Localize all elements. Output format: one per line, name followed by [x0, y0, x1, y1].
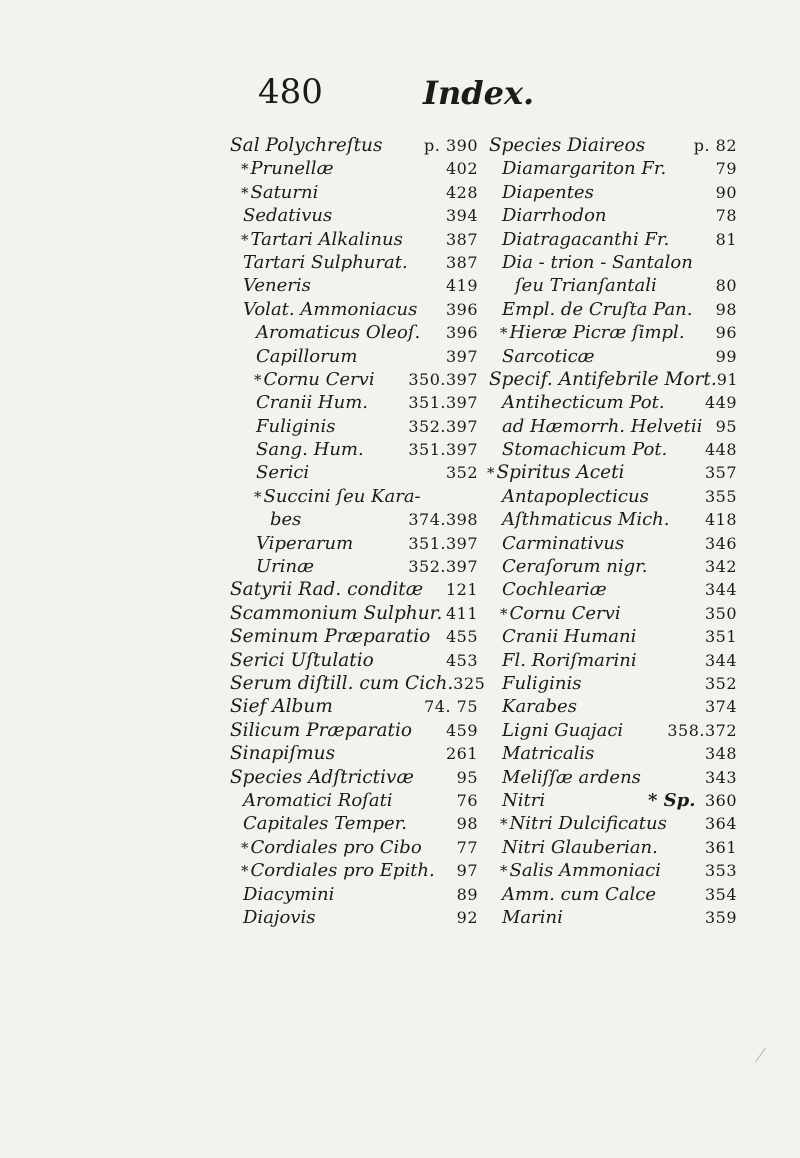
index-entry	[228, 415, 478, 438]
index-entry	[487, 789, 737, 812]
entry-page: 351.397	[408, 440, 478, 460]
entry-label	[500, 578, 607, 602]
entry-text: Serici	[256, 462, 310, 484]
entry-text: Fl. Roriſmarini	[502, 649, 637, 671]
index-entry	[487, 415, 737, 438]
entry-label	[241, 298, 417, 322]
entry-label	[228, 766, 414, 790]
entry-page: 346	[704, 533, 737, 553]
entry-label	[241, 859, 435, 883]
entry-label	[500, 508, 670, 532]
entry-page: 76	[456, 790, 478, 810]
entry-page: 397	[445, 346, 478, 366]
entry-text: Diarrhodon	[502, 205, 607, 227]
index-entry	[487, 812, 737, 835]
index-entry	[487, 461, 737, 484]
entry-text: Cranii Hum.	[256, 392, 369, 414]
index-entry	[228, 906, 478, 929]
entry-label	[500, 859, 661, 883]
entry-page: 95	[715, 416, 737, 436]
entry-page: 459	[445, 720, 478, 740]
entry-text: Fuliginis	[502, 672, 582, 694]
entry-page: 358.372	[667, 720, 737, 740]
index-entry	[487, 391, 737, 414]
entry-text: Diamargariton Fr.	[502, 158, 667, 180]
entry-page: 357	[704, 463, 737, 483]
entry-page: 355	[704, 486, 737, 506]
entry-text: Sief Album	[230, 696, 333, 718]
entry-page: 455	[445, 627, 478, 647]
entry-page: 96	[715, 323, 737, 343]
entry-page: 448	[704, 440, 737, 460]
index-entry	[487, 906, 737, 929]
index-entry	[228, 836, 478, 859]
index-entry	[487, 368, 737, 391]
entry-text: Cochleariæ	[502, 579, 607, 601]
entry-label	[241, 157, 334, 181]
entry-text: Amm. cum Calce	[502, 883, 657, 905]
entry-page: 77	[456, 837, 478, 857]
entry-page: 344	[704, 650, 737, 670]
entry-label	[241, 789, 393, 813]
entry-label	[500, 789, 545, 813]
entry-page: 453	[445, 650, 478, 670]
index-entry	[487, 883, 737, 906]
entry-page: 79	[715, 159, 737, 179]
index-entry	[487, 695, 737, 718]
entry-asterisk: *	[241, 838, 249, 857]
entry-page: 360	[704, 790, 737, 810]
index-entry	[228, 789, 478, 812]
entry-page: 348	[704, 744, 737, 764]
index-entry	[487, 578, 737, 601]
index-entry	[228, 345, 478, 368]
entry-asterisk: *	[254, 370, 262, 389]
entry-asterisk: *	[500, 324, 508, 343]
entry-label	[228, 695, 333, 719]
index-entry	[228, 251, 478, 274]
entry-label	[241, 204, 332, 228]
index-entry	[487, 672, 737, 695]
entry-text: Aſthmaticus Mich.	[502, 509, 670, 531]
entry-text: Diacymini	[243, 883, 335, 905]
entry-page: 350.397	[408, 369, 478, 389]
entry-page: 394	[445, 206, 478, 226]
entry-label	[254, 415, 335, 439]
index-entry	[228, 391, 478, 414]
entry-text: Carminativus	[502, 532, 625, 554]
index-entry	[228, 555, 478, 578]
entry-text: Species Adſtrictivæ	[230, 766, 414, 788]
index-entry	[487, 766, 737, 789]
entry-page: 374	[704, 697, 737, 717]
index-entry	[228, 578, 478, 601]
entry-page: 352.397	[408, 557, 478, 577]
index-entry	[487, 321, 737, 344]
index-entry	[228, 274, 478, 297]
entry-label	[228, 672, 453, 696]
entry-text: Antihecticum Pot.	[502, 392, 665, 414]
entry-label	[500, 345, 595, 369]
entry-label	[254, 368, 375, 392]
entry-text: Aromatici Roſati	[243, 789, 393, 811]
entry-label	[500, 228, 669, 252]
entry-text: Ligni Guajaci	[502, 719, 624, 741]
page-number: 480	[258, 72, 323, 112]
entry-text: Diatragacanthi Fr.	[502, 228, 670, 250]
entry-label	[500, 532, 624, 556]
entry-page: 91	[716, 369, 739, 389]
entry-text: Cordiales pro Epith.	[250, 860, 435, 882]
entry-label	[241, 883, 334, 907]
entry-text: Marini	[502, 906, 563, 928]
entry-label	[500, 649, 637, 673]
entry-label	[254, 555, 314, 579]
entry-label	[228, 134, 382, 158]
entry-label	[241, 836, 422, 860]
index-entry	[228, 883, 478, 906]
entry-page: 354	[704, 884, 737, 904]
entry-page: 396	[445, 299, 478, 319]
entry-page: 74. 75	[424, 697, 478, 717]
entry-page: 81	[715, 229, 737, 249]
index-entry	[487, 345, 737, 368]
index-entry	[487, 228, 737, 251]
entry-label	[500, 321, 685, 345]
entry-label	[500, 415, 702, 439]
entry-text: Stomachicum Pot.	[502, 439, 668, 461]
entry-text: Saturni	[250, 181, 319, 203]
entry-page: 387	[445, 252, 478, 272]
page-header	[0, 72, 800, 122]
entry-page: 325	[453, 673, 486, 693]
entry-page: 99	[715, 346, 737, 366]
entry-text: Veneris	[243, 275, 311, 297]
entry-label	[254, 321, 420, 345]
index-entry	[487, 157, 737, 180]
entry-asterisk: *	[241, 160, 249, 179]
entry-page: 95	[456, 767, 478, 787]
entry-label	[254, 461, 309, 485]
entry-text: Diajovis	[243, 906, 316, 928]
entry-label	[500, 485, 649, 509]
entry-text: Specif. Antifebrile Mort.	[489, 368, 717, 390]
entry-label	[513, 274, 657, 298]
entry-text: Dia - trion - Santalon	[502, 251, 693, 273]
entry-text: Empl. de Cruſta Pan.	[502, 298, 693, 320]
index-entry	[228, 766, 478, 789]
entry-label	[487, 368, 717, 392]
index-entry	[487, 742, 737, 765]
entry-label	[500, 883, 656, 907]
entry-page: 98	[456, 814, 478, 834]
entry-label	[500, 181, 594, 205]
index-entry	[228, 742, 478, 765]
entry-text: ſeu Trianſantali	[515, 275, 657, 297]
index-entry	[228, 625, 478, 648]
entry-text: Sedativus	[243, 205, 333, 227]
entry-label	[241, 181, 318, 205]
entry-text: Urinæ	[256, 556, 315, 578]
entry-page: 121	[445, 580, 478, 600]
entry-text: Matricalis	[502, 743, 595, 765]
entry-label	[487, 134, 645, 158]
entry-text: Spiritus Aceti	[496, 462, 625, 484]
index-entry	[228, 438, 478, 461]
index-entry	[228, 134, 478, 157]
entry-page: 361	[704, 837, 737, 857]
entry-text: Capitales Temper.	[243, 813, 407, 835]
entry-label	[500, 298, 693, 322]
entry-text: Diapentes	[502, 181, 594, 203]
entry-label	[500, 204, 607, 228]
entry-label	[228, 742, 335, 766]
entry-text: Capillorum	[256, 345, 358, 367]
entry-label	[254, 345, 357, 369]
entry-text: Sal Polychreſtus	[230, 135, 383, 156]
index-entry	[487, 485, 737, 508]
index-entry	[228, 485, 478, 508]
index-entry	[487, 298, 737, 321]
index-entry	[228, 508, 478, 531]
entry-page: 352	[704, 673, 737, 693]
entry-text: Meliſſæ ardens	[502, 766, 641, 788]
index-entry	[487, 555, 737, 578]
entry-page: 352.397	[408, 416, 478, 436]
entry-text: Nitri	[502, 789, 546, 811]
entry-label	[500, 438, 667, 462]
entry-label	[228, 649, 374, 673]
entry-label	[254, 532, 353, 556]
index-entry	[228, 532, 478, 555]
entry-text: Ceraſorum nigr.	[502, 556, 648, 578]
entry-page: 261	[445, 744, 478, 764]
entry-text: Antapoplecticus	[502, 485, 649, 507]
entry-label	[500, 602, 621, 626]
entry-asterisk: *	[500, 604, 508, 623]
index-entry	[487, 649, 737, 672]
index-column-left	[228, 134, 486, 929]
entry-text: Serum diſtill. cum Cich.	[230, 672, 454, 694]
index-column-right	[487, 134, 737, 929]
entry-label	[500, 555, 647, 579]
entry-label	[241, 274, 311, 298]
entry-page: 387	[445, 229, 478, 249]
entry-page: 342	[704, 557, 737, 577]
entry-label	[500, 766, 641, 790]
entry-page: 396	[445, 323, 478, 343]
entry-label	[500, 157, 666, 181]
index-entry	[487, 836, 737, 859]
entry-page: 78	[715, 206, 737, 226]
entry-label	[500, 719, 623, 743]
entry-asterisk: *	[254, 487, 262, 506]
entry-page: 90	[715, 182, 737, 202]
index-entry	[487, 251, 737, 274]
entry-text: ad Hæmorrh. Helvetii	[502, 415, 703, 437]
entry-page: 359	[704, 907, 737, 927]
entry-text: Satyrii Rad. conditæ	[230, 579, 424, 601]
entry-text: Fuliginis	[256, 415, 336, 437]
entry-page: 343	[704, 767, 737, 787]
entry-asterisk: *	[241, 230, 249, 249]
entry-page: 351.397	[408, 533, 478, 553]
entry-page: 80	[715, 276, 737, 296]
entry-text: Karabes	[502, 696, 577, 718]
entry-text: Hieræ Picræ ſimpl.	[509, 322, 685, 344]
entry-text: bes	[270, 509, 302, 531]
entry-page: 351.397	[408, 393, 478, 413]
entry-page: 97	[456, 861, 478, 881]
entry-text: Sarcoticæ	[502, 345, 595, 367]
entry-page: 353	[704, 861, 737, 881]
entry-text: Sinapiſmus	[230, 743, 336, 765]
index-entry	[228, 228, 478, 251]
entry-asterisk: *	[487, 464, 495, 483]
index-entry	[228, 461, 478, 484]
entry-label	[500, 672, 581, 696]
entry-page: 402	[445, 159, 478, 179]
entry-asterisk: *	[241, 862, 249, 881]
entry-page: 89	[456, 884, 478, 904]
entry-text: Seminum Præparatio	[230, 626, 431, 648]
entry-page: 92	[456, 907, 478, 927]
entry-text: Viperarum	[256, 532, 354, 554]
entry-label	[241, 228, 403, 252]
index-entry	[228, 672, 486, 695]
entry-label	[241, 906, 316, 930]
entry-asterisk: *	[500, 862, 508, 881]
index-entry	[228, 695, 478, 718]
entry-page: 411	[445, 603, 478, 623]
entry-text: Volat. Ammoniacus	[243, 298, 418, 320]
entry-text: Species Diaireos	[489, 135, 646, 156]
entry-page: 418	[704, 510, 737, 530]
index-entry	[487, 532, 737, 555]
entry-text: Cranii Humani	[502, 626, 637, 648]
entry-page: p. 82	[693, 136, 737, 155]
entry-label	[268, 508, 301, 532]
entry-label	[500, 906, 563, 930]
entry-label	[500, 625, 636, 649]
index-entry	[487, 508, 737, 531]
entry-text: Silicum Præparatio	[230, 719, 413, 741]
entry-label	[500, 812, 667, 836]
entry-label	[500, 836, 658, 860]
entry-label	[228, 625, 430, 649]
entry-text: Salis Ammoniaci	[509, 860, 661, 882]
entry-label	[254, 391, 368, 415]
entry-text: Serici Uſtulatio	[230, 649, 374, 671]
index-entry	[487, 859, 737, 882]
entry-page: 352	[445, 463, 478, 483]
index-entry	[228, 368, 478, 391]
entry-label	[500, 391, 665, 415]
entry-label	[500, 742, 594, 766]
entry-page: 428	[445, 182, 478, 202]
entry-label	[254, 438, 364, 462]
page-title: Index.	[423, 74, 535, 112]
entry-page: 419	[445, 276, 478, 296]
entry-label	[228, 578, 423, 602]
entry-text: Cornu Cervi	[509, 602, 621, 624]
entry-label	[241, 251, 408, 275]
entry-text: Succini ſeu Kara-	[263, 485, 421, 507]
index-entry	[487, 602, 737, 625]
index-entry	[487, 625, 737, 648]
entry-text: Tartari Alkalinus	[250, 228, 403, 250]
entry-page: 364	[704, 814, 737, 834]
entry-label	[241, 812, 407, 836]
index-entry	[487, 274, 737, 297]
entry-label	[500, 251, 693, 275]
index-entry	[487, 719, 737, 742]
pencil-mark	[755, 1047, 766, 1062]
index-entry	[487, 204, 737, 227]
index-entry	[228, 298, 478, 321]
entry-text: Scammonium Sulphur.	[230, 602, 443, 624]
index-entry	[228, 719, 478, 742]
index-entry	[487, 181, 737, 204]
entry-label	[500, 695, 577, 719]
index-entry	[487, 438, 737, 461]
entry-page: p. 390	[424, 136, 478, 155]
entry-text: Prunellæ	[250, 158, 334, 180]
entry-text: Sang. Hum.	[256, 439, 364, 461]
entry-page: 98	[715, 299, 737, 319]
entry-asterisk: *	[500, 815, 508, 834]
entry-label	[228, 719, 412, 743]
entry-text: Tartari Sulphurat.	[243, 251, 408, 273]
index-entry	[228, 602, 478, 625]
entry-label	[228, 602, 442, 626]
catchword: * Sp.	[648, 790, 696, 811]
index-entry	[228, 649, 478, 672]
entry-text: Cordiales pro Cibo	[250, 836, 422, 858]
index-entry	[228, 321, 478, 344]
index-entry	[487, 134, 737, 157]
entry-text: Aromaticus Oleoſ.	[256, 322, 421, 344]
entry-label	[254, 485, 421, 509]
entry-text: Nitri Glauberian.	[502, 836, 658, 858]
entry-page: 350	[704, 603, 737, 623]
entry-page: 374.398	[408, 510, 478, 530]
index-entry	[228, 181, 478, 204]
entry-text: Cornu Cervi	[263, 368, 375, 390]
entry-text: Nitri Dulcificatus	[509, 813, 667, 835]
entry-page: 351	[704, 627, 737, 647]
index-entry	[228, 812, 478, 835]
entry-asterisk: *	[241, 183, 249, 202]
index-entry	[228, 204, 478, 227]
entry-page: 449	[704, 393, 737, 413]
entry-label	[487, 461, 624, 485]
entry-page: 344	[704, 580, 737, 600]
index-entry	[228, 157, 478, 180]
index-entry	[228, 859, 478, 882]
